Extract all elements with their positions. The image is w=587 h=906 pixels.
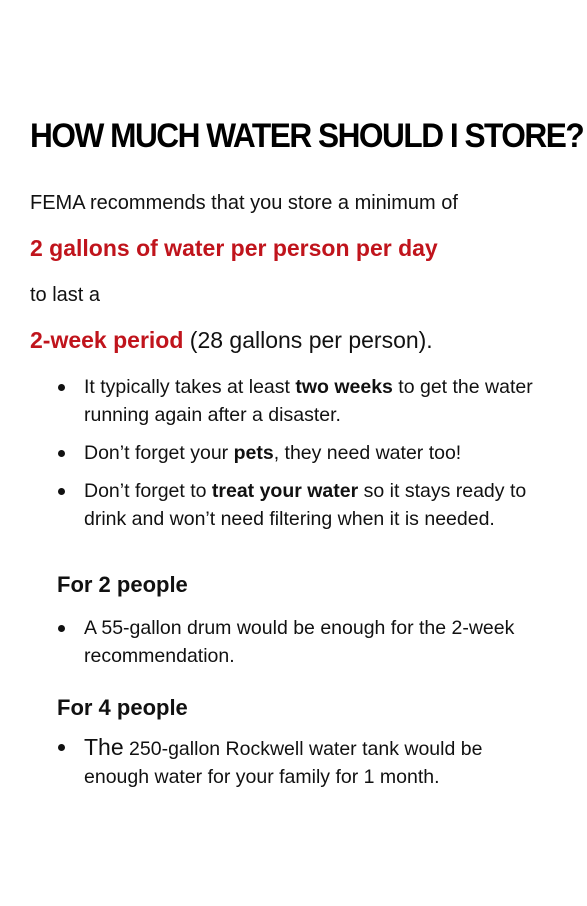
period-note: (28 gallons per person). (183, 327, 433, 353)
list-item (56, 733, 536, 791)
list-item (56, 477, 536, 533)
tip-text: Don’t forget to (84, 480, 212, 502)
tip-emphasis: treat your water (211, 480, 359, 502)
period-line (30, 327, 433, 354)
period-highlight: 2-week period (30, 327, 184, 353)
two-people-list (56, 614, 536, 670)
amount-highlight: 2 gallons of water per person per day (30, 235, 438, 261)
item-text: 250-gallon Rockwell water tank would be enough water for your family for 1 month. (84, 738, 483, 788)
tip-text: It typically takes at least (84, 376, 296, 398)
tip-emphasis: two weeks (295, 376, 393, 398)
tip-text: , they need water too! (273, 442, 462, 464)
list-item (56, 373, 536, 429)
to-last-text: to last a (30, 284, 101, 306)
list-item: A 55-gallon drum would be enough for the 2-week recommendation. (56, 614, 536, 670)
item-lead-word: The (84, 734, 124, 760)
tip-text: so it stays ready to drink and won’t need filtering when it is needed. (84, 480, 527, 530)
list-item (56, 439, 536, 467)
page-title: HOW MUCH WATER SHOULD I STORE? (30, 117, 584, 155)
section-heading-2-people: For 2 people (57, 572, 188, 597)
tips-list (56, 373, 536, 543)
tip-text: to get the water running again after a disaster. (84, 376, 533, 426)
tip-emphasis: pets (233, 442, 274, 464)
tip-text: Don’t forget your (84, 442, 234, 464)
four-people-list (56, 733, 536, 791)
intro-text: FEMA recommends that you store a minimum of (30, 192, 458, 214)
section-heading-4-people: For 4 people (57, 695, 188, 720)
